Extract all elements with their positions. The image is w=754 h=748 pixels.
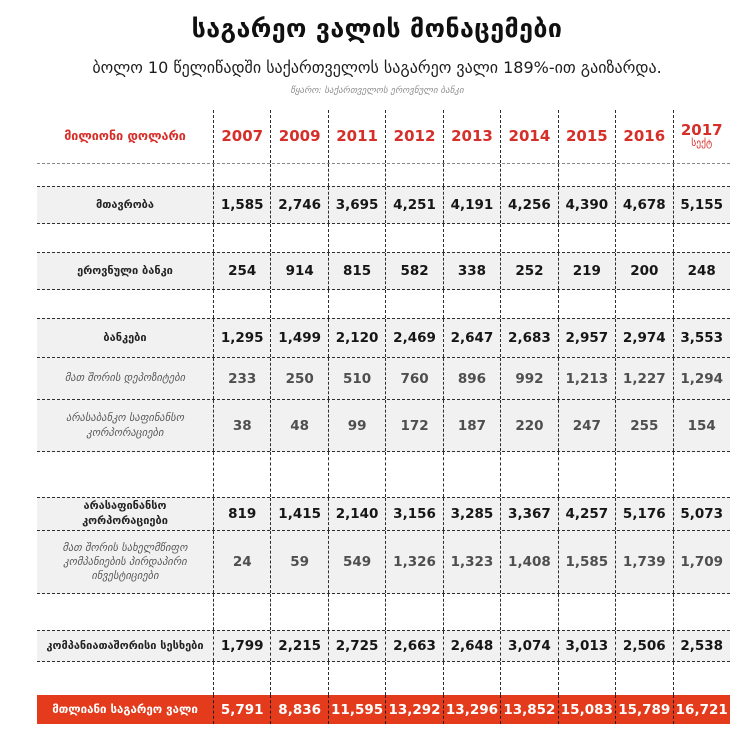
grid-cell bbox=[328, 164, 385, 186]
table-row-deposits bbox=[37, 358, 730, 400]
value-cell: 187 bbox=[443, 400, 500, 451]
value-cell: 1,408 bbox=[500, 531, 557, 593]
table-row-banks bbox=[37, 318, 730, 358]
value-cell: 760 bbox=[385, 358, 442, 399]
value-cell: 11,595 bbox=[328, 695, 385, 724]
grid-cell bbox=[443, 290, 500, 318]
value-cell: 5,073 bbox=[673, 498, 730, 530]
row-label: ბანკები bbox=[103, 330, 147, 344]
year-header-2014 bbox=[500, 110, 557, 163]
source-note: წყარო: საქართველოს ეროვნული ბანკი bbox=[290, 86, 464, 96]
year-header-2017 bbox=[673, 110, 730, 163]
grid-cell bbox=[558, 594, 615, 630]
year-note: სექტ bbox=[691, 138, 713, 150]
value-cell: 2,725 bbox=[328, 631, 385, 661]
grid-cell bbox=[385, 594, 442, 630]
year-header-2016 bbox=[615, 110, 672, 163]
value-cell: 1,213 bbox=[558, 358, 615, 399]
value-cell: 4,251 bbox=[385, 187, 442, 223]
spacer-row bbox=[37, 290, 730, 318]
row-label: კომპანიათაშორისი სესხები bbox=[46, 638, 204, 652]
year-label: 2015 bbox=[565, 126, 608, 145]
spacer-cell bbox=[37, 224, 213, 252]
row-label: ეროვნული ბანკი bbox=[77, 263, 173, 277]
grid-cell bbox=[443, 594, 500, 630]
value-cell: 172 bbox=[385, 400, 442, 451]
value-cell: 13,292 bbox=[385, 695, 442, 724]
grid-cell bbox=[500, 594, 557, 630]
grid-cell bbox=[673, 164, 730, 186]
value-cell: 16,721 bbox=[673, 695, 730, 724]
grid-cell bbox=[213, 224, 270, 252]
value-cell: 1,709 bbox=[673, 531, 730, 593]
value-cell: 13,852 bbox=[500, 695, 557, 724]
grid-cell bbox=[558, 290, 615, 318]
value-cell: 200 bbox=[615, 253, 672, 289]
table-row-state-direct-investments bbox=[37, 531, 730, 594]
value-cell: 3,695 bbox=[328, 187, 385, 223]
table-row-national-bank bbox=[37, 252, 730, 290]
table-row-nonfinancial-corporations bbox=[37, 497, 730, 531]
table-row-intercompany-loans bbox=[37, 630, 730, 662]
grid-cell bbox=[270, 662, 327, 695]
value-cell: 3,285 bbox=[443, 498, 500, 530]
table-row-government bbox=[37, 186, 730, 224]
row-label: მათ შორის დეპოზიტები bbox=[64, 372, 186, 385]
value-cell: 250 bbox=[270, 358, 327, 399]
value-cell: 4,256 bbox=[500, 187, 557, 223]
grid-cell bbox=[673, 452, 730, 497]
value-cell: 99 bbox=[328, 400, 385, 451]
grid-cell bbox=[615, 290, 672, 318]
row-label: არასაბანკო საფინანსო კორპორაციები bbox=[65, 412, 184, 439]
value-cell: 896 bbox=[443, 358, 500, 399]
unit-label: მილიონი დოლარი bbox=[64, 128, 186, 144]
year-header-2013 bbox=[443, 110, 500, 163]
value-cell: 819 bbox=[213, 498, 270, 530]
spacer-row bbox=[37, 164, 730, 186]
page-title: საგარეო ვალის მონაცემები bbox=[191, 14, 563, 43]
grid-cell bbox=[385, 452, 442, 497]
table-row-nonbank-financial bbox=[37, 400, 730, 452]
grid-cell bbox=[213, 594, 270, 630]
value-cell: 5,791 bbox=[213, 695, 270, 724]
grid-cell bbox=[443, 662, 500, 695]
value-cell: 1,499 bbox=[270, 319, 327, 357]
value-cell: 992 bbox=[500, 358, 557, 399]
year-header-2012 bbox=[385, 110, 442, 163]
value-cell: 2,120 bbox=[328, 319, 385, 357]
value-cell: 338 bbox=[443, 253, 500, 289]
year-label: 2013 bbox=[451, 126, 493, 145]
value-cell: 8,836 bbox=[270, 695, 327, 724]
value-cell: 59 bbox=[270, 531, 327, 593]
grid-cell bbox=[615, 224, 672, 252]
value-cell: 3,553 bbox=[673, 319, 730, 357]
value-cell: 1,585 bbox=[213, 187, 270, 223]
grid-cell bbox=[558, 224, 615, 252]
spacer-row bbox=[37, 662, 730, 695]
grid-cell bbox=[213, 452, 270, 497]
year-label: 2012 bbox=[393, 126, 436, 145]
external-debt-infographic bbox=[0, 14, 754, 748]
value-cell: 2,469 bbox=[385, 319, 442, 357]
grid-cell bbox=[385, 164, 442, 186]
value-cell: 2,746 bbox=[270, 187, 327, 223]
value-cell: 2,974 bbox=[615, 319, 672, 357]
grid-cell bbox=[270, 452, 327, 497]
value-cell: 4,191 bbox=[443, 187, 500, 223]
value-cell: 2,647 bbox=[443, 319, 500, 357]
value-cell: 2,663 bbox=[385, 631, 442, 661]
grid-cell bbox=[385, 290, 442, 318]
value-cell: 4,390 bbox=[558, 187, 615, 223]
grid-cell bbox=[213, 164, 270, 186]
year-header-2009 bbox=[270, 110, 327, 163]
grid-cell bbox=[328, 662, 385, 695]
value-cell: 1,739 bbox=[615, 531, 672, 593]
spacer-cell bbox=[37, 290, 213, 318]
value-cell: 2,506 bbox=[615, 631, 672, 661]
grid-cell bbox=[615, 164, 672, 186]
grid-cell bbox=[385, 224, 442, 252]
value-cell: 5,155 bbox=[673, 187, 730, 223]
value-cell: 3,013 bbox=[558, 631, 615, 661]
spacer-cell bbox=[37, 594, 213, 630]
value-cell: 233 bbox=[213, 358, 270, 399]
grid-cell bbox=[500, 290, 557, 318]
value-cell: 549 bbox=[328, 531, 385, 593]
value-cell: 2,538 bbox=[673, 631, 730, 661]
value-cell: 582 bbox=[385, 253, 442, 289]
grid-cell bbox=[328, 594, 385, 630]
grid-cell bbox=[328, 224, 385, 252]
value-cell: 248 bbox=[673, 253, 730, 289]
grid-cell bbox=[673, 594, 730, 630]
value-cell: 3,156 bbox=[385, 498, 442, 530]
value-cell: 254 bbox=[213, 253, 270, 289]
year-header-2011 bbox=[328, 110, 385, 163]
grid-cell bbox=[673, 662, 730, 695]
value-cell: 252 bbox=[500, 253, 557, 289]
value-cell: 3,367 bbox=[500, 498, 557, 530]
grid-cell bbox=[213, 662, 270, 695]
value-cell: 1,227 bbox=[615, 358, 672, 399]
value-cell: 2,683 bbox=[500, 319, 557, 357]
grid-cell bbox=[615, 594, 672, 630]
row-label: არასაფინანსო კორპორაციები bbox=[82, 499, 168, 527]
year-label: 2016 bbox=[623, 126, 666, 145]
spacer-cell bbox=[37, 164, 213, 186]
value-cell: 1,294 bbox=[673, 358, 730, 399]
grid-cell bbox=[385, 662, 442, 695]
spacer-row bbox=[37, 452, 730, 497]
grid-cell bbox=[558, 662, 615, 695]
value-cell: 2,957 bbox=[558, 319, 615, 357]
value-cell: 2,215 bbox=[270, 631, 327, 661]
grid-cell bbox=[673, 224, 730, 252]
year-label: 2017 bbox=[680, 121, 723, 140]
table-row-total-external-debt bbox=[37, 695, 730, 724]
grid-cell bbox=[270, 224, 327, 252]
value-cell: 24 bbox=[213, 531, 270, 593]
grid-cell bbox=[270, 594, 327, 630]
spacer-row bbox=[37, 594, 730, 630]
value-cell: 1,585 bbox=[558, 531, 615, 593]
row-label: მთლიანი საგარეო ვალი bbox=[52, 701, 198, 716]
table-header-row bbox=[37, 110, 730, 164]
grid-cell bbox=[500, 662, 557, 695]
value-cell: 4,257 bbox=[558, 498, 615, 530]
subtitle: ბოლო 10 წელიწადში საქართველოს საგარეო ვალი 189%-ით გაიზარდა. bbox=[92, 58, 662, 77]
year-label: 2011 bbox=[336, 126, 378, 145]
grid-cell bbox=[615, 452, 672, 497]
grid-cell bbox=[443, 452, 500, 497]
value-cell: 2,648 bbox=[443, 631, 500, 661]
year-header-2007 bbox=[213, 110, 270, 163]
grid-cell bbox=[500, 452, 557, 497]
grid-cell bbox=[270, 164, 327, 186]
grid-cell bbox=[615, 662, 672, 695]
value-cell: 38 bbox=[213, 400, 270, 451]
value-cell: 1,415 bbox=[270, 498, 327, 530]
value-cell: 15,789 bbox=[615, 695, 672, 724]
value-cell: 510 bbox=[328, 358, 385, 399]
value-cell: 255 bbox=[615, 400, 672, 451]
value-cell: 1,295 bbox=[213, 319, 270, 357]
value-cell: 914 bbox=[270, 253, 327, 289]
grid-cell bbox=[443, 164, 500, 186]
year-label: 2007 bbox=[221, 126, 264, 145]
value-cell: 220 bbox=[500, 400, 557, 451]
spacer-cell bbox=[37, 662, 213, 695]
grid-cell bbox=[443, 224, 500, 252]
grid-cell bbox=[270, 290, 327, 318]
grid-cell bbox=[328, 452, 385, 497]
value-cell: 154 bbox=[673, 400, 730, 451]
value-cell: 1,799 bbox=[213, 631, 270, 661]
spacer-row bbox=[37, 224, 730, 252]
value-cell: 1,326 bbox=[385, 531, 442, 593]
value-cell: 1,323 bbox=[443, 531, 500, 593]
value-cell: 15,083 bbox=[558, 695, 615, 724]
grid-cell bbox=[673, 290, 730, 318]
grid-cell bbox=[328, 290, 385, 318]
year-header-2015 bbox=[558, 110, 615, 163]
value-cell: 48 bbox=[270, 400, 327, 451]
grid-cell bbox=[558, 452, 615, 497]
row-label: მათ შორის სახელმწიფო კომპანიების პირდაპირი ინვესტიციები bbox=[62, 541, 188, 583]
grid-cell bbox=[558, 164, 615, 186]
year-label: 2009 bbox=[278, 126, 321, 145]
value-cell: 3,074 bbox=[500, 631, 557, 661]
value-cell: 815 bbox=[328, 253, 385, 289]
grid-cell bbox=[213, 290, 270, 318]
grid-cell bbox=[500, 224, 557, 252]
row-label: მთავრობა bbox=[96, 197, 154, 211]
year-label: 2014 bbox=[508, 126, 551, 145]
value-cell: 13,296 bbox=[443, 695, 500, 724]
grid-cell bbox=[500, 164, 557, 186]
value-cell: 2,140 bbox=[328, 498, 385, 530]
spacer-cell bbox=[37, 452, 213, 497]
value-cell: 247 bbox=[558, 400, 615, 451]
value-cell: 219 bbox=[558, 253, 615, 289]
value-cell: 5,176 bbox=[615, 498, 672, 530]
value-cell: 4,678 bbox=[615, 187, 672, 223]
debt-table bbox=[37, 110, 730, 724]
